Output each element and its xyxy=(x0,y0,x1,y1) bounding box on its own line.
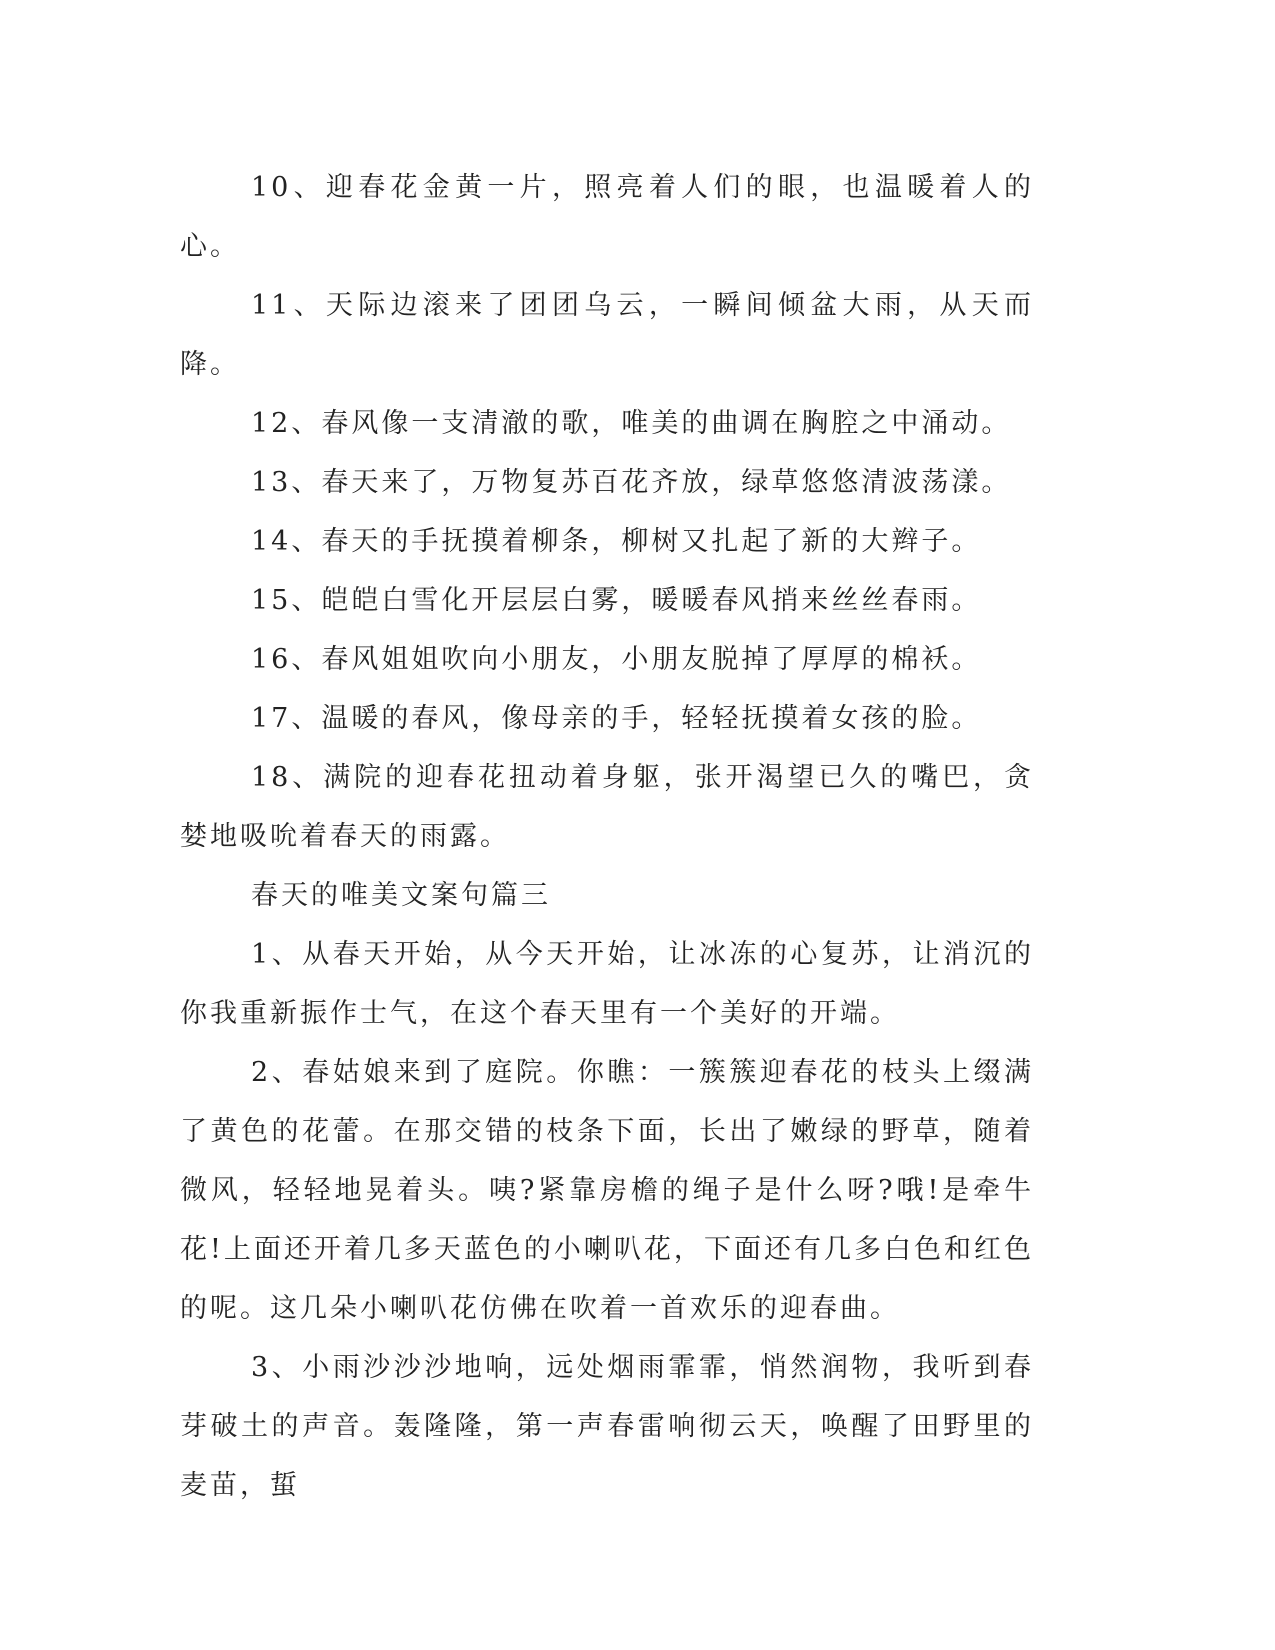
list-item-13: 13、春天来了，万物复苏百花齐放，绿草悠悠清波荡漾。 xyxy=(251,467,1012,498)
list-item-12: 12、春风像一支清澈的歌，唯美的曲调在胸腔之中涌动。 xyxy=(251,408,1012,439)
list-item-16: 16、春风姐姐吹向小朋友，小朋友脱掉了厚厚的棉袄。 xyxy=(251,644,982,675)
paragraph-1: 1、从春天开始，从今天开始，让冰冻的心复苏，让消沉的你我重新振作士气，在这个春天里有一个美好的开端。 xyxy=(180,939,1034,1029)
document-body xyxy=(180,158,1034,1515)
list-item-17: 17、温暖的春风，像母亲的手，轻轻抚摸着女孩的脸。 xyxy=(251,703,982,734)
list-item-15: 15、皑皑白雪化开层层白雾，暖暖春风捎来丝丝春雨。 xyxy=(251,585,982,616)
list-item-14: 14、春天的手抚摸着柳条，柳树又扎起了新的大辫子。 xyxy=(251,526,982,557)
section-heading: 春天的唯美文案句篇三 xyxy=(251,880,551,911)
paragraph-3: 3、小雨沙沙沙地响，远处烟雨霏霏，悄然润物，我听到春芽破土的声音。轰隆隆，第一声春雷响彻云天，唤醒了田野里的麦苗，蜇 xyxy=(180,1352,1034,1501)
list-item-11: 11、天际边滚来了团团乌云，一瞬间倾盆大雨，从天而降。 xyxy=(180,290,1034,380)
list-item-10: 10、迎春花金黄一片，照亮着人们的眼，也温暖着人的心。 xyxy=(180,172,1034,262)
list-item-18: 18、满院的迎春花扭动着身躯，张开渴望已久的嘴巴，贪婪地吸吮着春天的雨露。 xyxy=(180,762,1034,852)
paragraph-2: 2、春姑娘来到了庭院。你瞧：一簇簇迎春花的枝头上缀满了黄色的花蕾。在那交错的枝条下面，长出了嫩绿的野草，随着微风，轻轻地晃着头。咦?紧靠房檐的绳子是什么呀?哦!是牵牛花!上面还开着几多天蓝色的小喇叭花，下面还有几多白色和红色的呢。这几朵小喇叭花仿佛在吹着一首欢乐的迎春曲。 xyxy=(180,1057,1034,1324)
